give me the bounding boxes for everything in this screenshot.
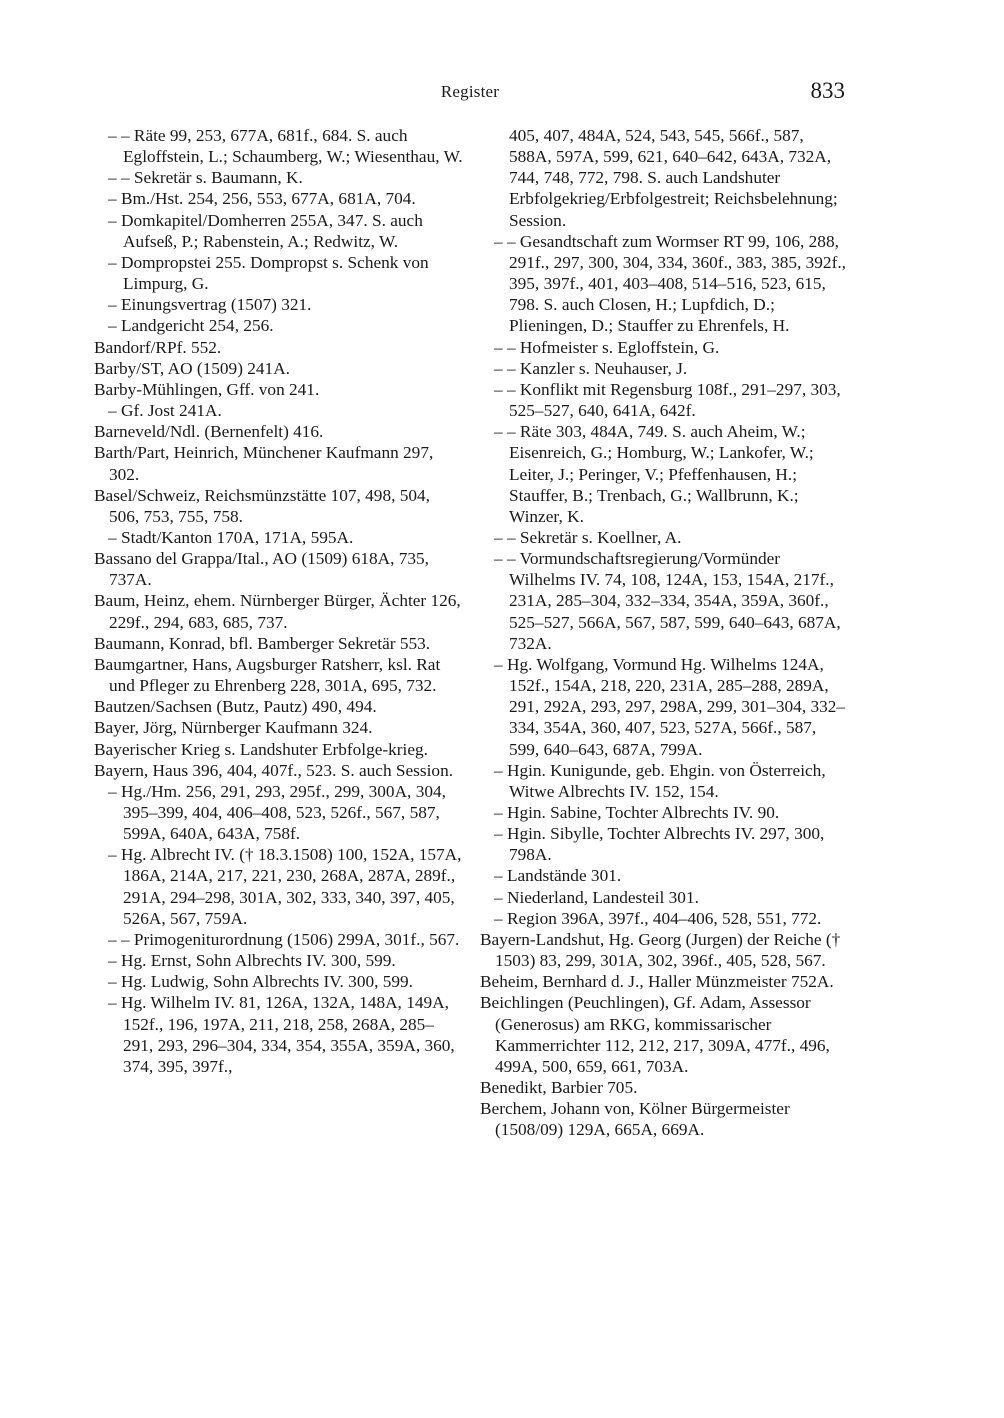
index-entry: – – Vormundschaftsregierung/Vormünder Wilhelms IV. 74, 108, 124A, 153, 154A, 217f., 231A, 285–304, 332–334, 354A, 359A, 360f., 525–527, 566A, 567, 587, 599, 640–643, 687A, 732A.: [494, 549, 841, 653]
index-entry: Baumann, Konrad, bfl. Bamberger Sekretär 553.: [94, 633, 431, 653]
index-entry: – Landstände 301.: [494, 866, 622, 886]
index-entry: Barby/ST, AO (1509) 241A.: [94, 358, 290, 378]
index-entry: – – Räte 303, 484A, 749. S. auch Aheim, W.; Eisenreich, G.; Homburg, W.; Lankofer, W.; Leiter, J.; Peringer, V.; Pfeffenhausen, H.; Stauffer, B.; Trenbach, G.; Wallbrunn, K.; Winzer, K.: [494, 422, 814, 526]
index-entry: Benedikt, Barbier 705.: [480, 1078, 638, 1098]
index-entry: 405, 407, 484A, 524, 543, 545, 566f., 587, 588A, 597A, 599, 621, 640–642, 643A, 732A, 744, 748, 772, 798. S. auch Landshuter Erbfolgekrieg/Erbfolgestreit; Reichsbelehnung; Session.: [509, 126, 838, 230]
index-entry: – Domkapitel/Domherren 255A, 347. S. auch Aufseß, P.; Rabenstein, A.; Redwitz, W.: [108, 210, 423, 251]
index-entry: – Landgericht 254, 256.: [108, 316, 274, 336]
index-entry: – Einungsvertrag (1507) 321.: [108, 295, 312, 315]
index-entry: – Niederland, Landesteil 301.: [494, 887, 699, 907]
index-entry: – Hg./Hm. 256, 291, 293, 295f., 299, 300A, 304, 395–399, 404, 406–408, 523, 526f., 567, 587, 599A, 640A, 643A, 758f.: [108, 781, 446, 844]
index-entry: Berchem, Johann von, Kölner Bürgermeister (1508/09) 129A, 665A, 669A.: [480, 1099, 790, 1140]
index-entry: Bautzen/Sachsen (Butz, Pautz) 490, 494.: [94, 697, 377, 717]
index-entry: – Gf. Jost 241A.: [108, 401, 222, 421]
index-entry: – Stadt/Kanton 170A, 171A, 595A.: [108, 527, 354, 547]
index-entry: Bayern-Landshut, Hg. Georg (Jurgen) der Reiche († 1503) 83, 299, 301A, 302, 396f., 405, 528, 567.: [480, 929, 841, 971]
index-entry: Barneveld/Ndl. (Bernenfelt) 416.: [94, 422, 324, 442]
index-entry: Basel/Schweiz, Reichsmünzstätte 107, 498, 504, 506, 753, 755, 758.: [94, 485, 430, 526]
index-entry: Barth/Part, Heinrich, Münchener Kaufmann 297, 302.: [94, 443, 434, 484]
index-entry: – – Sekretär s. Koellner, A.: [494, 527, 682, 547]
index-entry: – – Gesandtschaft zum Wormser RT 99, 106, 288, 291f., 297, 300, 304, 334, 360f., 383, 385, 392f., 395, 397f., 401, 403–408, 514–516, 523, 615, 798. S. auch Closen, H.; Lupfdich, D.; Plieningen, D.; Stauffer zu Ehrenfels, H.: [494, 231, 846, 336]
index-entry: Bandorf/RPf. 552.: [94, 337, 222, 357]
running-title: Register: [440, 82, 500, 101]
index-entry: – – Kanzler s. Neuhauser, J.: [494, 358, 688, 378]
index-entry: – Hgin. Sibylle, Tochter Albrechts IV. 297, 300, 798A.: [494, 824, 825, 865]
index-entry: Beichlingen (Peuchlingen), Gf. Adam, Assessor (Generosus) am RKG, kommissarischer Kammerrichter 112, 212, 217, 309A, 477f., 496, 499A, 500, 659, 661, 703A.: [480, 993, 830, 1076]
index-entry: Barby-Mühlingen, Gff. von 241.: [94, 379, 320, 399]
index-entry: – Bm./Hst. 254, 256, 553, 677A, 681A, 704.: [108, 189, 416, 209]
index-entry: – Hg. Wilhelm IV. 81, 126A, 132A, 148A, 149A, 152f., 196, 197A, 211, 218, 258, 268A, 285–291, 293, 296–304, 334, 354, 355A, 359A, 360, 374, 395, 397f.,: [108, 993, 455, 1076]
index-entry: Bassano del Grappa/Ital., AO (1509) 618A, 735, 737A.: [94, 549, 430, 590]
index-entry: Beheim, Bernhard d. J., Haller Münzmeister 752A.: [480, 972, 834, 992]
index-entry: Bayer, Jörg, Nürnberger Kaufmann 324.: [94, 718, 373, 738]
index-entry: – Hgin. Sabine, Tochter Albrechts IV. 90.: [494, 803, 780, 822]
index-entry: – Dompropstei 255. Dompropst s. Schenk von Limpurg, G.: [108, 252, 429, 294]
index-entry: Baum, Heinz, ehem. Nürnberger Bürger, Ächter 126, 229f., 294, 683, 685, 737.: [94, 591, 461, 632]
index-entry: Bayern, Haus 396, 404, 407f., 523. S. auch Session.: [94, 760, 454, 780]
index-entry: – – Sekretär s. Baumann, K.: [108, 168, 303, 188]
index-entry: – Hgin. Kunigunde, geb. Ehgin. von Österreich, Witwe Albrechts IV. 152, 154.: [494, 760, 826, 801]
index-entry: Baumgartner, Hans, Augsburger Ratsherr, ksl. Rat und Pfleger zu Ehrenberg 228, 301A, 695, 732.: [94, 654, 441, 696]
index-entry: – Region 396A, 397f., 404–406, 528, 551, 772.: [494, 908, 822, 928]
left-column: [94, 125, 464, 1077]
index-entry: – Hg. Wolfgang, Vormund Hg. Wilhelms 124A, 152f., 154A, 218, 220, 231A, 285–288, 289A, 291, 292A, 293, 297, 298A, 299, 301–304, 332–334, 354A, 360, 407, 523, 527A, 566f., 587, 599, 640–643, 687A, 799A.: [494, 654, 846, 759]
index-entry: – – Hofmeister s. Egloffstein, G.: [494, 337, 720, 357]
index-entry: – – Räte 99, 253, 677A, 681f., 684. S. auch Egloffstein, L.; Schaumberg, W.; Wiesenthau, W.: [108, 126, 463, 167]
index-entry: – Hg. Albrecht IV. († 18.3.1508) 100, 152A, 157A, 186A, 214A, 217, 221, 230, 268A, 287A, 289f., 291A, 294–298, 301A, 302, 333, 340, 397, 405, 526A, 567, 759A.: [108, 845, 462, 928]
index-entry: – Hg. Ludwig, Sohn Albrechts IV. 300, 599.: [108, 972, 413, 992]
right-column: [480, 125, 850, 1141]
index-entry: Bayerischer Krieg s. Landshuter Erbfolge-krieg.: [94, 739, 428, 759]
index-entry: – – Primogeniturordnung (1506) 299A, 301f., 567.: [108, 929, 460, 949]
index-entry: – – Konflikt mit Regensburg 108f., 291–297, 303, 525–527, 640, 641A, 642f.: [494, 379, 841, 421]
page-number: 833: [810, 78, 845, 103]
index-entry: – Hg. Ernst, Sohn Albrechts IV. 300, 599.: [108, 951, 396, 971]
